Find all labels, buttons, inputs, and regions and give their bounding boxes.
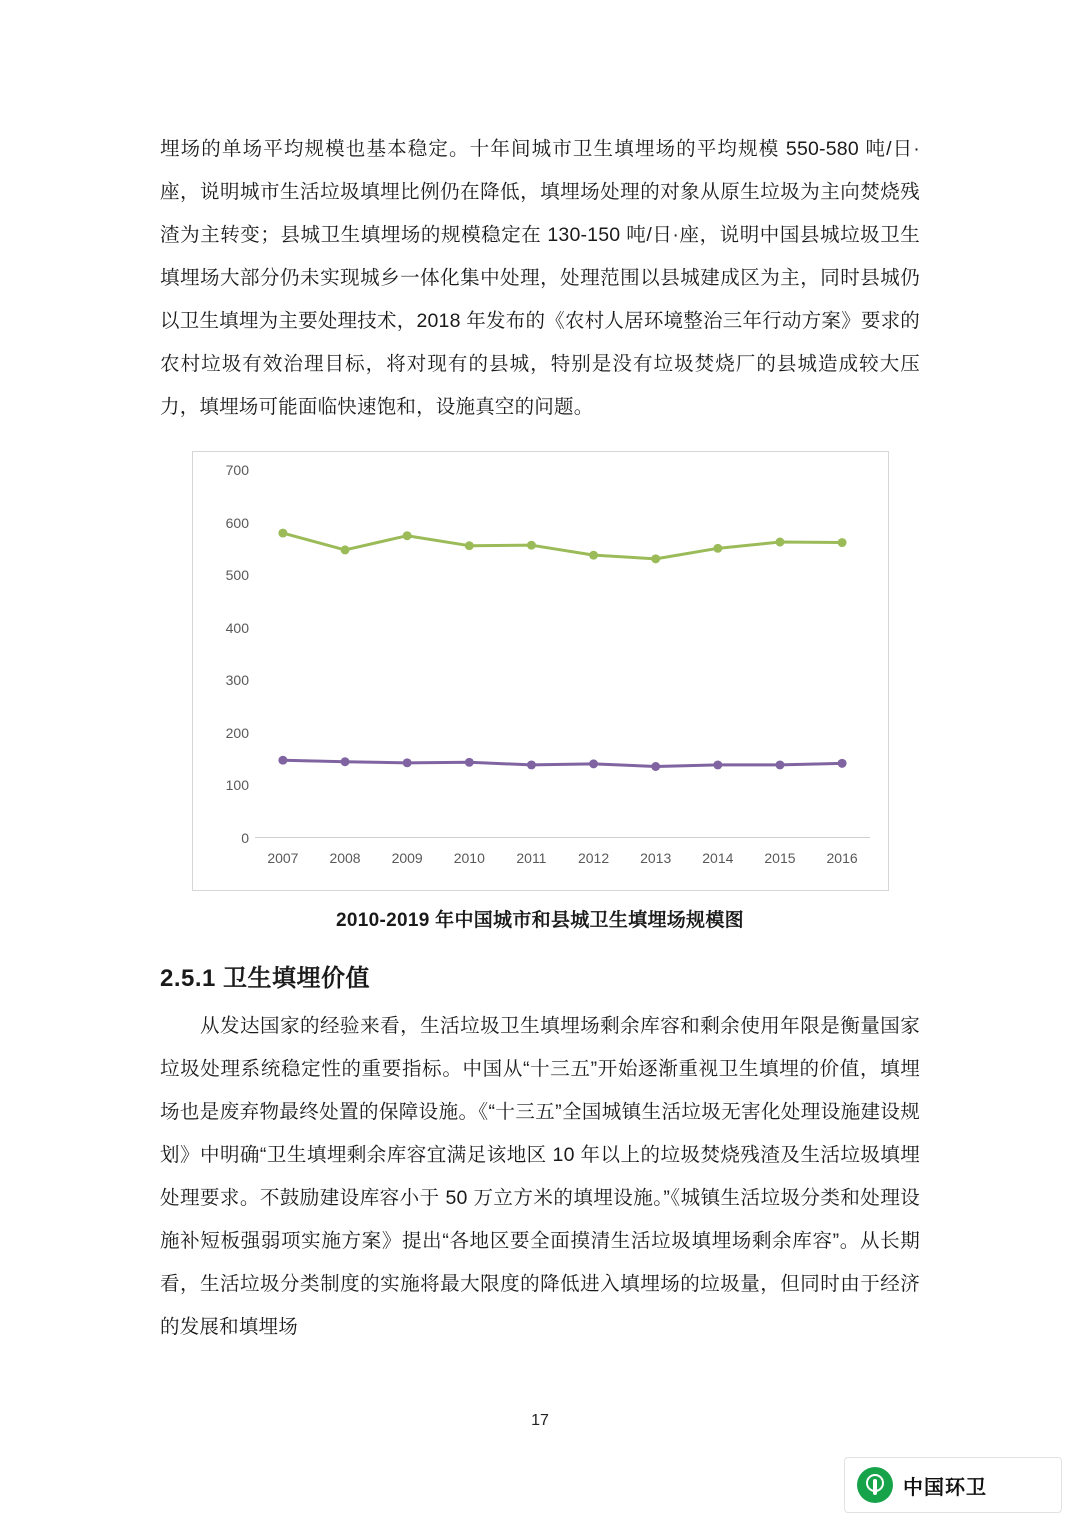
chart-point	[838, 759, 847, 768]
x-axis-tick-label: 2010	[453, 850, 485, 866]
chart-caption: 2010-2019 年中国城市和县城卫生填埋场规模图	[336, 910, 744, 931]
green-circle-logo-icon	[857, 1467, 893, 1503]
x-axis-tick-label: 2013	[640, 850, 672, 866]
x-axis-tick-label: 2015	[764, 850, 796, 866]
y-axis	[203, 452, 249, 890]
chart-point	[651, 762, 660, 771]
footer-badge-label: 中国环卫	[903, 1476, 987, 1499]
chart-point	[589, 551, 598, 560]
chart-point	[775, 538, 784, 547]
chart-svg	[255, 470, 870, 838]
x-axis-tick-label: 2016	[826, 850, 858, 866]
page-number: 17	[531, 1412, 549, 1429]
x-axis-line	[255, 837, 870, 838]
x-axis-tick-label: 2011	[516, 850, 547, 866]
y-axis-tick-label: 0	[241, 830, 249, 846]
line-chart	[192, 451, 889, 891]
x-axis-tick-label: 2014	[702, 850, 734, 866]
chart-point	[775, 760, 784, 769]
chart-point	[403, 758, 412, 767]
x-axis-tick-label: 2007	[267, 850, 299, 866]
chart-point	[651, 554, 660, 563]
chart-point	[341, 757, 350, 766]
chart-point	[465, 541, 474, 550]
chart-line-series-0	[283, 533, 842, 559]
y-axis-tick-label: 300	[225, 672, 249, 689]
paragraph-top: 埋场的单场平均规模也基本稳定。十年间城市卫生填埋场的平均规模 550-580 吨/日·座，说明城市生活垃圾填埋比例仍在降低，填埋场处理的对象从原生垃圾为主向焚烧残渣为主转变；县城卫生填埋场的规模稳定在 130-150 吨/日·座，说明中国县城垃圾卫生填埋场大部分仍未实现城乡一体化集中处理，处理范围以县城建成区为主，同时县城仍以卫生填埋为主要处理技术，2018 年发布的《农村人居环境整治三年行动方案》要求的农村垃圾有效治理目标，将对现有的县城，特别是没有垃圾焚烧厂的县城造成较大压力，填埋场可能面临快速饱和，设施真空的问题。	[160, 138, 920, 418]
y-axis-tick-label: 500	[225, 567, 249, 584]
x-axis-tick-label: 2009	[391, 850, 423, 866]
x-axis-tick-label: 2012	[577, 850, 610, 866]
chart-point	[838, 538, 847, 547]
x-axis	[255, 850, 870, 872]
chart-plot-area	[255, 470, 870, 838]
chart-point	[713, 544, 722, 553]
chart-line-series-1	[283, 760, 842, 766]
paragraph-body: 从发达国家的经验来看，生活垃圾卫生填埋场剩余库容和剩余使用年限是衡量国家垃圾处理系统稳定性的重要指标。中国从“十三五”开始逐渐重视卫生填埋的价值，填埋场也是废弃物最终处置的保障设施。《“十三五”全国城镇生活垃圾无害化处理设施建设规划》中明确“卫生填埋剩余库容宜满足该地区 10 年以上的垃圾焚烧残渣及生活垃圾填埋处理要求。不鼓励建设库容小于 50 万立方米的填埋设施。”《城镇生活垃圾分类和处理设施补短板强弱项实施方案》提出“各地区要全面摸清生活垃圾填埋场剩余库容”。从长期看，生活垃圾分类制度的实施将最大限度的降低进入填埋场的垃圾量，但同时由于经济的发展和填埋场	[160, 1015, 920, 1338]
chart-point	[713, 760, 722, 769]
y-axis-tick-label: 200	[225, 724, 249, 741]
chart-point	[278, 529, 287, 538]
chart-point	[341, 545, 350, 554]
x-axis-tick-label: 2008	[329, 850, 361, 866]
footer-watermark-badge	[844, 1457, 1062, 1513]
chart-point	[403, 531, 412, 540]
chart-point	[278, 756, 287, 765]
y-axis-tick-label: 100	[225, 777, 249, 794]
page-content	[160, 128, 920, 1349]
y-axis-tick-label: 700	[225, 462, 249, 478]
y-axis-tick-label: 400	[225, 619, 249, 636]
chart-point	[527, 541, 536, 550]
chart-point	[527, 760, 536, 769]
chart-point	[589, 759, 598, 768]
y-axis-tick-label: 600	[225, 514, 249, 531]
section-title: 2.5.1 卫生填埋价值	[160, 965, 371, 992]
chart-point	[465, 758, 474, 767]
